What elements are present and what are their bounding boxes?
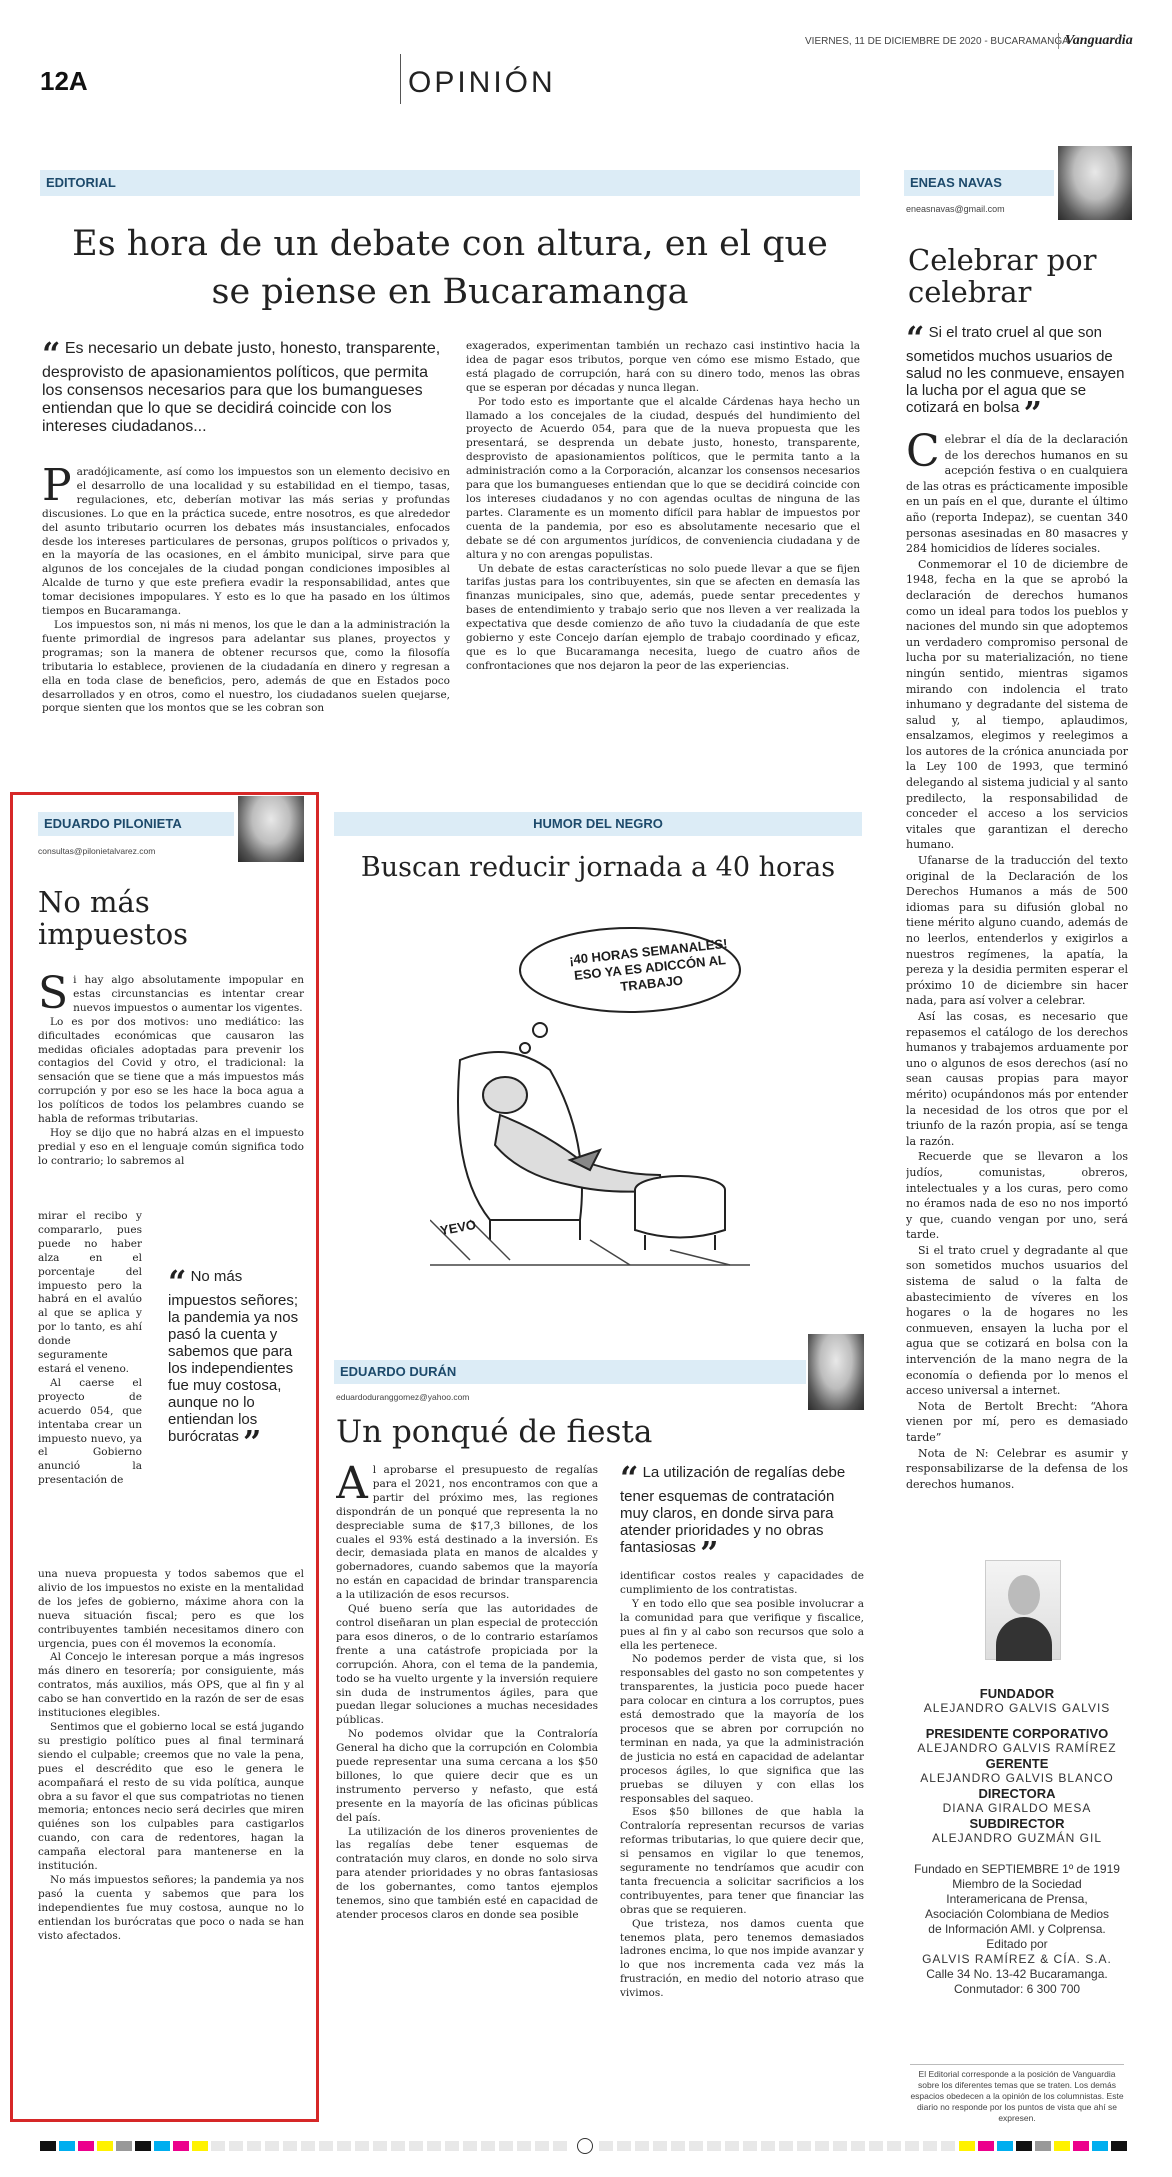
pilonieta-headline: No más impuestos [38, 885, 189, 951]
paragraph: Ufanarse de la traducción del texto original de la Declaración de los Derechos Humanos a más de 500 idiomas para su difusión global no tiene mérito alguno cuando, además de no leerlos, entenderlos y exigirlos a nuestros regímenes, la apatía, la pereza y la desidia permiten esperar el próximo 10 de diciembre sin hacer nada, para así volver a celebrar. [906, 854, 1128, 1008]
humor-headline: Buscan reducir jornada a 40 horas [360, 852, 836, 883]
phone: Conmutador: 6 300 700 [953, 1982, 1081, 1996]
cartoon-bubble-text: ¡40 HORAS SEMANALES! ESO YA ES ADICCÓN AL TRABAJO [568, 935, 729, 995]
dateline: VIERNES, 11 DE DICIEMBRE DE 2020 - BUCARAMANGA [805, 36, 1069, 47]
editorial-pull-quote-text: Es necesario un debate justo, honesto, transparente, desprovisto de apasionamientos políticos, que permita los consensos necesarios para que los bumangueses entiendan que lo que se decidirá coincide con los intereses ciudadanos... [42, 340, 441, 435]
pilonieta-label: EDUARDO PILONIETA [44, 816, 182, 831]
paragraph: Nota de Bertolt Brecht: “Ahora vienen por mí, pero es demasiado tarde” [906, 1399, 1128, 1444]
paragraph: Esos $50 billones de que habla la Contraloría representan recursos de varias reformas tributarias, lo que quiere decir que, si pensamos en vigilar lo que tenemos, seguramente no tendríamos que acudir con tanta frecuencia a solicitar sacrificios a los contribuyentes, para tener que financiar las obras que se requieren. [620, 1806, 864, 1916]
editorial-column-2 [466, 340, 860, 760]
editorial-label-bar [40, 170, 860, 196]
cartoon-signature: YEVO [438, 1216, 478, 1239]
open-quote-icon: “ [168, 1263, 187, 1301]
paragraph: Al caerse el proyecto de acuerdo 054, que intentaba crear un impuesto nuevo, ya el Gobierno anunció la presentación de [38, 1376, 142, 1487]
duran-dropcap: A [336, 1464, 368, 1509]
paragraph: Así las cosas, es necesario que repasemos el catálogo de los derechos humanos y trabajemos arduamente por uno o algunos de esos derechos (así no sean causas propias para mayor mérito) ocupándonos más por entender la necesidad de los otros que por el triunfo de la razón propia, así se tenga la razón. [906, 1009, 1128, 1148]
subdirector-title: SUBDIRECTOR [969, 1816, 1065, 1831]
pilonieta-narrow-text [38, 1210, 142, 1568]
paragraph: Sentimos que el gobierno local se está jugando su prestigio político pues al final terminará siendo el culpable; creemos que no vale la pena, pues el descrédito que eso le genera le acompañará el resto de su vida política, aunque obra a su favor el que sus compatriotas no tienen memoria; entonces necio será decirles que miren quiénes son los culpables para castigarlos cuando, con cara de redentores, hagan la campaña electoral para mantenerse en la institución. [38, 1720, 304, 1873]
president-name: ALEJANDRO GALVIS RAMÍREZ [917, 1741, 1117, 1755]
duran-pull-quote-text: La utilización de regalías debe tener esquemas de contratación muy claros, en donde sirva para atender prioridades y no obras fantasiosas [620, 1464, 846, 1556]
edited-by: Editado por [986, 1937, 1048, 1951]
founder-portrait [985, 1560, 1061, 1660]
paragraph: Nota de N: Celebrar es asumir y responsabilizarse de la defensa de los derechos humanos. [906, 1446, 1128, 1491]
eneas-column [906, 432, 1128, 1536]
paragraph: No podemos perder de vista que, si los responsables del gasto no son competentes y transparentes, la justicia poco puede hacer para colocar en cintura a los corruptos, pues está demostrado que la mayoría de los procesos que se abren por corrupción no terminan en nada, ya que la administración de justicia no está en capacidad de adelantar procesos ágiles, lo que significa que las pruebas se diluyen y con ellas los responsables del saqueo. [620, 1653, 864, 1805]
editorial-label: EDITORIAL [46, 175, 116, 190]
paragraph: aradójicamente, así como los impuestos son un elemento decisivo en el desarrollo de una localidad y su estabilidad en el tiempo, tasas, regulaciones, etc, deberían motivar las más serias y profundas discusiones. Lo que en la práctica sucede, entre nosotros, es que alrededor del asunto tributario ocurren los debates más insustanciales, enfocados desde los intereses particulares de personas, grupos políticos o privados y, en la mayoría de las ocasiones, en el ámbito municipal, sirve para que algunos de los concejales de la ciudad pongan condiciones imposibles al Alcalde de turno y que este prefiera evadir la responsabilidad, antes que tomar decisiones impopulares. Y esto es lo que ha pasado en los últimos tiempos en Bucaramanga. [42, 466, 450, 618]
editorial-headline: Es hora de un debate con altura, en el que se piense en Bucaramanga [72, 224, 828, 312]
director-title: DIRECTORA [978, 1786, 1056, 1801]
eneas-label: ENEAS NAVAS [910, 175, 1002, 190]
address: Calle 34 No. 13-42 Bucaramanga. [926, 1967, 1108, 1981]
paragraph: exagerados, experimentan también un rechazo casi instintivo hacia la idea de pagar esos tributos, porque ven cómo ese mismo Estado, que está plagado de corrupción, hará con su dinero todo, menos las obras que se esperan por décadas y nunca llegan. [466, 340, 860, 394]
pilonieta-bottom-text [38, 1568, 304, 2104]
paragraph: Que tristeza, nos damos cuenta que tenemos plata, pero tenemos demasiados ladrones encima, lo que nos impide avanzar y lo que nos incrementa cada vez más la frustración, en medio del notorio atraso que vivimos. [620, 1917, 864, 2000]
president-title: PRESIDENTE CORPORATIVO [925, 1726, 1109, 1741]
paragraph: Por todo esto es importante que el alcalde Cárdenas haya hecho un llamado a los concejales de la ciudad, después del hundimiento del proyecto de Acuerdo 054, para que de la nueva propuesta que les presentará, se desprenda un debate justo, honesto, transparente, desprovisto de apasionamientos políticos, que le permita tanto a la administración como a la Corporación, alcanzar los consensos necesarios para que los bumangueses entiendan que lo que se decidirá coincide con los intereses ciudadanos y no con agendas ocultas de ninguna de las partes. Claramente es un momento difícil para hablar de impuestos por cuenta de la pandemia, por eso es absolutamente necesario que el debate se dé con argumentos jurídicos, de conveniencia ciudadana y de altura y no con arengas populistas. [466, 395, 860, 561]
editorial-column-1 [42, 466, 450, 766]
pilonieta-pull-quote [168, 1263, 306, 1461]
director-name: DIANA GIRALDO MESA [942, 1801, 1092, 1815]
pilonieta-email: consultas@pilonietalvarez.com [38, 846, 156, 856]
brand-logo: Vanguardia [1058, 33, 1133, 49]
eneas-dropcap: C [906, 432, 940, 477]
manager-name: ALEJANDRO GALVIS BLANCO [920, 1771, 1114, 1785]
paragraph: Lo es por dos motivos: uno mediático: las dificultades económicas que causaron las medidas oficiales adoptadas para prevenir los contagios del Covid y otro, el tradicional: la sensación que se tiene que a más impuestos más corrupción y por eso se les hace la boca agua a los políticos de todos los pelambres cuando se habla de reformas tributarias. [38, 1015, 304, 1126]
footstool [635, 1176, 725, 1250]
member-line: Asociación Colombiana de Medios [924, 1907, 1110, 1921]
paragraph: Un debate de estas características no solo puede llevar a que se fijen tarifas justas para los contribuyentes, sin que se afecten en demasía las finanzas municipales, sino que, además, puede sentar precedentes y bases de entendimiento y trabajo serio que nos lleven a ver realizada la expectativa que desde comienzo de año tuvo la ciudadanía de que este gobierno y este Concejo darían ejemplo de trabajo coordinado y eficaz, que es lo que Bucaramanga necesita, luego de cuatro años de confrontaciones que nos dejaron la peor de las experiencias. [466, 562, 860, 672]
color-registration-bar [40, 2138, 1130, 2154]
manager-title: GERENTE [985, 1756, 1049, 1771]
close-quote-icon: ” [700, 1534, 719, 1572]
humor-label: HUMOR DEL NEGRO [533, 816, 663, 831]
member-line: de Información AMI. y Colprensa. [928, 1922, 1106, 1936]
header-divider [400, 54, 401, 104]
paragraph: Qué bueno sería que las autoridades de control diseñaran un plan especial de protección para esos dineros, o de lo contrario estaríamos frente a una catástrofe propiciada por la corrupción. Ahora, con el tema de la pandemia, todo se ha vuelto urgente y la inversión requiere sin duda de instrumentos ágiles, para que puedan llegar soluciones a muchas necesidades públicas. [336, 1603, 598, 1727]
paragraph: Recuerde que se llevaron a los judíos, comunistas, obreros, intelectuales y a los curas, pero como no éramos nada de eso no nos importó y que, cuando vengan por uno, será tarde. [906, 1150, 1128, 1242]
paragraph: No podemos olvidar que la Contraloría General ha dicho que la corrupción en Colombia puede representar una suma cercana a los $50 billones, lo que quiere decir que es un instrumento perverso y nefasto, que está presente en la mayoría de las oficinas públicas del país. [336, 1728, 598, 1824]
paragraph: No más impuestos señores; la pandemia ya nos pasó la cuenta y sabemos que para los independientes fue muy costosa, aunque no lo entiendan los burócratas que poco o nada se han visto afectados. [38, 1873, 304, 1942]
duran-label: EDUARDO DURÁN [340, 1364, 457, 1379]
eneas-pull-quote [906, 319, 1128, 432]
editorial-pull-quote [42, 335, 450, 436]
duran-email: eduardoduranggomez@yahoo.com [336, 1392, 470, 1402]
paragraph: l aprobarse el presupuesto de regalías para el 2021, nos encontramos con que a partir del próximo mes, las regiones dispondrán de un ponqué que representa la no despreciable suma de $17,3 billones, de los cuales el 93% está destinado a la inversión. Es decir, demasiada plata en manos de alcaldes y gobernadores, cuando sabemos que la mayoría no están en capacidad de brindar transparencia a la utilización de esos recursos. [336, 1464, 598, 1602]
paragraph: Si el trato cruel y degradante al que son sometidos muchos usuarios del sistema de salud o la falta de abastecimiento de víveres en los hogares o la de hogares no les conmueven, ensayen la lucha por el agua que se cotizará en bolsa con la intervención de la mano negra de la economía o defienda por lo menos el acceso universal a internet. [906, 1243, 1128, 1398]
crosshair-icon [577, 2138, 593, 2154]
open-quote-icon: “ [906, 319, 925, 357]
paragraph: Hoy se dijo que no habrá alzas en el impuesto predial y eso en el lenguaje común significa todo lo contrario; lo sabremos al [38, 1126, 304, 1167]
eneas-email: eneasnavas@gmail.com [906, 204, 1005, 214]
masthead [906, 1686, 1128, 1997]
editorial-dropcap: P [42, 466, 72, 511]
paragraph: Los impuestos son, ni más ni menos, los que le dan a la administración la fuente primordial de ingresos para adelantar sus planes, proyectos y programas; son la manera de obtener recursos que, como la filosofía tributaria lo establece, provienen de la ciudadanía en dinero y regresan a ella en toda clase de beneficios, pero, además de que en Estados poco desarrollados y en otros, como el nuestro, los ciudadanos suelen quejarse, porque sienten que los montos que se les cobran son [42, 618, 450, 715]
duran-headline: Un ponqué de fiesta [336, 1414, 653, 1450]
duran-photo [808, 1334, 864, 1410]
paragraph: i hay algo absolutamente impopular en estas circunstancias es intentar crear nuevos impuestos o aumentar los vigentes. [73, 974, 304, 1014]
subdirector-name: ALEJANDRO GUZMÁN GIL [931, 1831, 1103, 1845]
paragraph: una nueva propuesta y todos sabemos que el alivio de los impuestos no existe en la mentalidad de los jefes de gobierno, máxime ahora con la nueva situación fiscal; pero es que los contribuyentes también necesitamos dinero con urgencia, pues con él movemos la economía. [38, 1568, 304, 1650]
paragraph: Y en todo ello que sea posible involucrar a la comunidad para que verifique y fiscalice, pues al fin y al cabo son recursos que solo a ella les pertenece. [620, 1597, 864, 1652]
open-quote-icon: “ [620, 1459, 639, 1497]
close-quote-icon: ” [243, 1423, 262, 1461]
duran-column-1 [336, 1464, 598, 2092]
duran-column-2 [620, 1570, 864, 2092]
publisher: GALVIS RAMÍREZ & CÍA. S.A. [922, 1952, 1112, 1966]
founded-date: Fundado en SEPTIEMBRE 1º de 1919 [914, 1862, 1120, 1876]
pilonieta-top-text [38, 974, 304, 1210]
page-number: 12A [40, 66, 88, 96]
section-title: OPINIÓN [408, 66, 556, 99]
paragraph: mirar el recibo y compararlo, pues puede no haber alza en el porcentaje del impuesto pero la habrá en el avalúo al que se aplica y por lo tanto, es ahí donde seguramente estará el veneno. [38, 1210, 142, 1375]
paragraph: La utilización de los dineros provenientes de las regalías debe tener esquemas de contratación muy claros, en donde no solo sirva para atender prioridades y no obras fantasiosas de los gobernantes, como tantos ejemplos tenemos, sino que también esté en capacidad de atender procesos claros en donde sea posible [336, 1825, 598, 1921]
founder-title: FUNDADOR [979, 1686, 1055, 1701]
pilonieta-dropcap: S [38, 974, 69, 1019]
paragraph: elebrar el día de la declaración de los derechos humanos en su acepción festiva o en cualquiera de las otras es prácticamente imposible en un país en el que, durante el último año (reporta Indepaz), se cuentan 340 personas asesinadas en 80 masacres y 284 homicidios de líderes sociales. [906, 433, 1128, 556]
close-quote-icon: ” [1023, 394, 1042, 432]
duran-pull-quote [620, 1459, 864, 1572]
disclaimer: El Editorial corresponde a la posición de Vanguardia sobre los diferentes temas que se traten. Los demás espacios obedecen a la opinión de los columnistas. Este diario no responde por los puntos de vista que ahí se expresen. [910, 2064, 1124, 2124]
eneas-pull-quote-text: Si el trato cruel al que son sometidos muchos usuarios de salud no les conmueve, ensayen la lucha por el agua que se cotizará en bolsa [906, 324, 1125, 416]
paragraph: Al Concejo le interesan porque a más ingresos más dinero en tesorería; por consiguiente, más contratos, más auxilios, más OPS, que al fin y al cabo se han convertido en la razón de ser de esas instituciones elegibles. [38, 1651, 304, 1720]
eneas-photo [1058, 146, 1132, 220]
paragraph: Conmemorar el 10 de diciembre de 1948, fecha en la que se aprobó la declaración de derechos humanos como un ideal para todos los pueblos y naciones del mundo sin que adoptemos un verdadero compromiso personal de lucha por su materialización, no tiene ningún sentido, mientras sigamos mirando con indolencia el trato inhumano y degradante del sistema de salud y, al tiempo, aplaudimos, ensalzamos, elegimos y reelegimos a los autores de la crónica anunciada por la Ley 100 de 1993, que terminó delegando al sistema judicial y al santo predilecto, la responsabilidad de conceder el acceso a los servicios vitales que garantizan el derecho humano. [906, 557, 1128, 852]
pilonieta-pull-quote-text: No más impuestos señores; la pandemia ya nos pasó la cuenta y sabemos que para los independientes fue muy costosa, aunque no lo entiendan los burócratas [168, 1268, 299, 1445]
open-quote-icon: “ [42, 335, 61, 373]
member-line: Miembro de la Sociedad [952, 1877, 1082, 1891]
founder-name: ALEJANDRO GALVIS GALVIS [923, 1701, 1111, 1715]
member-line: Interamericana de Prensa, [946, 1892, 1088, 1906]
paragraph: identificar costos reales y capacidades de cumplimiento de los contratistas. [620, 1570, 864, 1596]
eneas-headline: Celebrar por celebrar [908, 243, 1097, 309]
pilonieta-photo [238, 796, 304, 862]
